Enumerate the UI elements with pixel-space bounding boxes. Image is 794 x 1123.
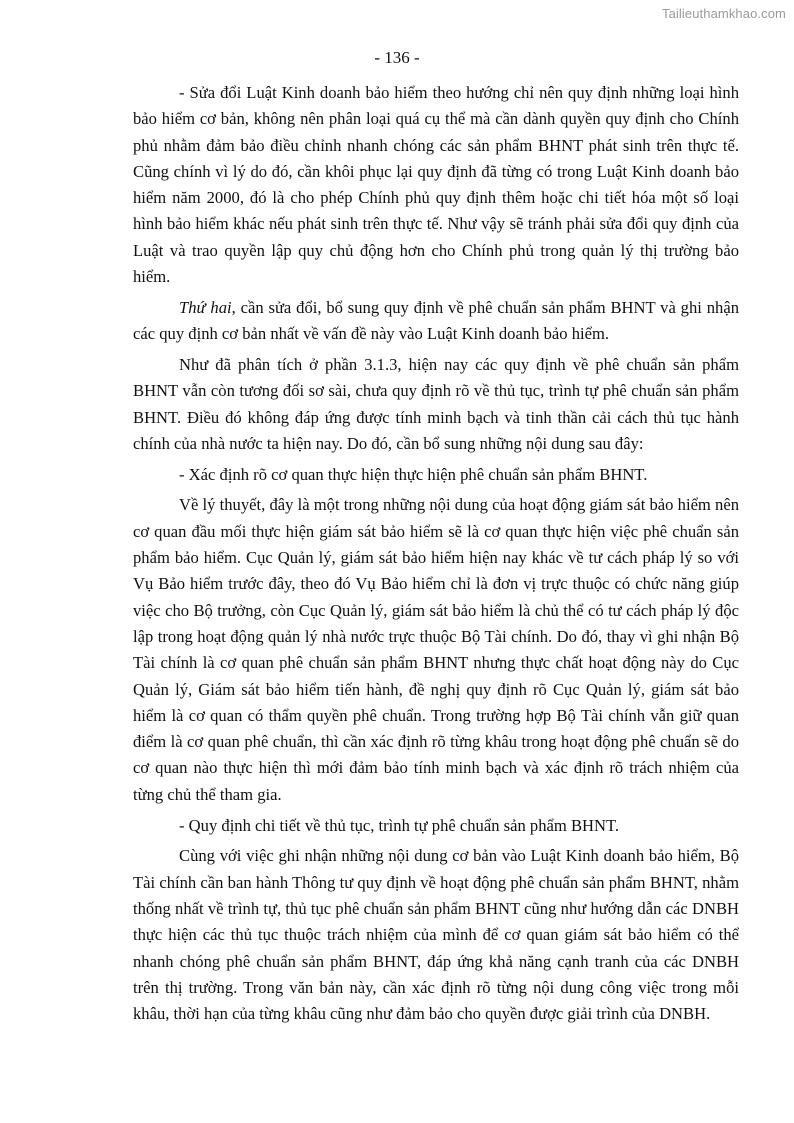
paragraph-5 xyxy=(133,492,739,808)
document-body xyxy=(133,80,739,1032)
paragraph-text: - Sửa đổi Luật Kinh doanh bảo hiểm theo hướng chỉ nên quy định những loại hình bảo hiểm cơ bản, không nên phân loại quá cụ thể mà cần dành quyền quy định cho Chính phủ nhằm đảm bảo điều chỉnh nhanh chóng các sản phẩm BHNT phát sinh trên thực tế. Cũng chính vì lý do đó, cần khôi phục lại quy định đã từng có trong Luật Kinh doanh bảo hiểm năm 2000, đó là cho phép Chính phủ quy định thêm hoặc chi tiết hóa một số loại hình bảo hiểm khác nếu phát sinh trên thực tế. Như vậy sẽ tránh phải sửa đổi quy định của Luật và trao quyền lập quy chủ động hơn cho Chính phủ trong quản lý thị trường bảo hiểm. xyxy=(133,83,739,287)
paragraph-text: - Xác định rõ cơ quan thực hiện thực hiện phê chuẩn sản phẩm BHNT. xyxy=(179,464,648,484)
paragraph-text: Về lý thuyết, đây là một trong những nội dung của hoạt động giám sát bảo hiểm nên cơ quan đầu mối thực hiện giám sát bảo hiểm sẽ là cơ quan thực hiện việc phê chuẩn sản phẩm bảo hiểm. Cục Quản lý, giám sát bảo hiểm hiện nay khác về tư cách pháp lý so với Vụ Bảo hiểm trước đây, theo đó Vụ Bảo hiểm chỉ là đơn vị trực thuộc có chức năng giúp việc cho Bộ trưởng, còn Cục Quản lý, giám sát bảo hiểm là chủ thể có tư cách pháp lý độc lập trong hoạt động quản lý nhà nước trực thuộc Bộ Tài chính. Do đó, thay vì ghi nhận Bộ Tài chính là cơ quan phê chuẩn sản phẩm BHNT nhưng thực chất hoạt động này do Cục Quản lý, Giám sát bảo hiểm tiến hành, đề nghị quy định rõ Cục Quản lý, giám sát bảo hiểm là cơ quan có thẩm quyền phê chuẩn. Trong trường hợp Bộ Tài chính vẫn giữ quan điểm là cơ quan phê chuẩn, thì cần xác định rõ từng khâu trong hoạt động phê chuẩn sẽ do cơ quan nào thực hiện thì mới đảm bảo tính minh bạch và xác định rõ trách nhiệm của từng chủ thể tham gia. xyxy=(133,495,739,804)
paragraph-4 xyxy=(133,462,739,488)
paragraph-1 xyxy=(133,80,739,290)
paragraph-6 xyxy=(133,813,739,839)
watermark: Tailieuthamkhao.com xyxy=(661,6,786,21)
paragraph-text: Cùng với việc ghi nhận những nội dung cơ bản vào Luật Kinh doanh bảo hiểm, Bộ Tài chính cần ban hành Thông tư quy định về hoạt động phê chuẩn sản phẩm BHNT, nhằm thống nhất về trình tự, thủ tục phê chuẩn sản phẩm BHNT cũng như hướng dẫn các DNBH thực hiện các thủ tục thuộc trách nhiệm của mình để cơ quan giám sát bảo hiểm có thể nhanh chóng phê chuẩn sản phẩm BHNT, đáp ứng khả năng cạnh tranh của các DNBH trên thị trường. Trong văn bản này, cần xác định rõ từng nội dung công việc trong mỗi khâu, thời hạn của từng khâu cũng như đảm bảo cho quyền được giải trình của DNBH. xyxy=(133,846,739,1024)
paragraph-italic-lead: Thứ hai xyxy=(179,297,232,317)
paragraph-text: Như đã phân tích ở phần 3.1.3, hiện nay các quy định về phê chuẩn sản phẩm BHNT vẫn còn tương đối sơ sài, chưa quy định rõ về thủ tục, trình tự phê chuẩn sản phẩm BHNT. Điều đó không đáp ứng được tính minh bạch và tinh thần cải cách thủ tục hành chính của nhà nước ta hiện nay. Do đó, cần bổ sung những nội dung sau đây: xyxy=(133,354,739,453)
paragraph-text: , cần sửa đổi, bổ sung quy định về phê chuẩn sản phẩm BHNT và ghi nhận các quy định cơ bản nhất về vấn đề này vào Luật Kinh doanh bảo hiểm. xyxy=(133,297,739,344)
paragraph-7 xyxy=(133,843,739,1027)
paragraph-text: - Quy định chi tiết về thủ tục, trình tự phê chuẩn sản phẩm BHNT. xyxy=(179,815,620,835)
page-number: - 136 - xyxy=(374,48,420,67)
paragraph-3 xyxy=(133,352,739,457)
paragraph-2 xyxy=(133,295,739,348)
